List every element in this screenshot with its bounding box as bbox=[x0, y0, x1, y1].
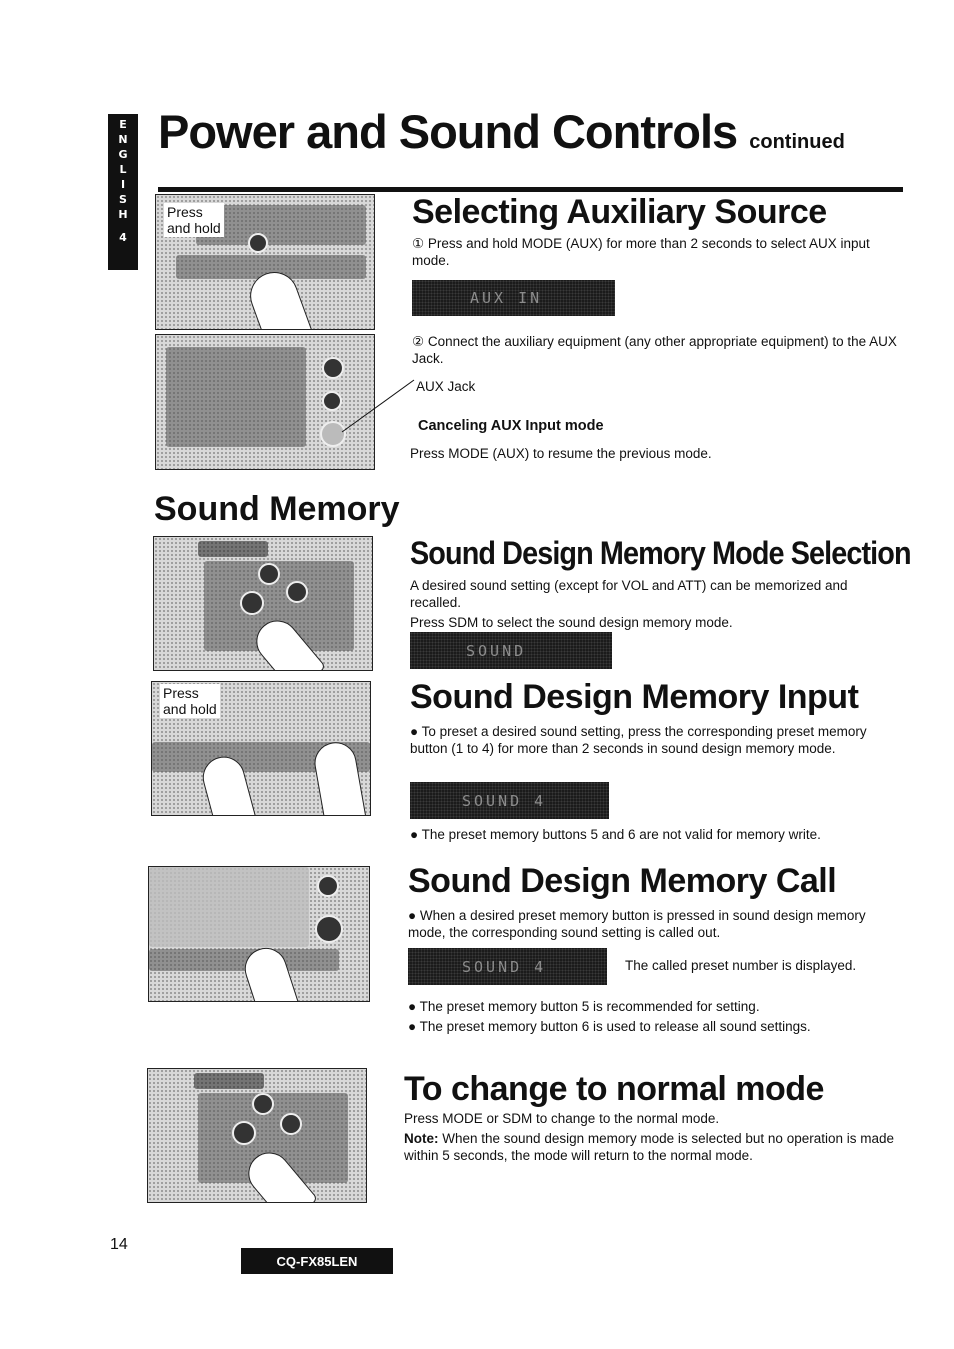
mode-selection-heading: Sound Design Memory Mode Selection bbox=[410, 535, 911, 571]
tab-letter: H bbox=[118, 208, 128, 221]
aux-heading: Selecting Auxiliary Source bbox=[412, 193, 827, 231]
sound-display: SOUND bbox=[410, 632, 612, 669]
tab-letter: N bbox=[118, 133, 128, 146]
model-badge: CQ-FX85LEN bbox=[241, 1248, 393, 1274]
aux-step2: ② Connect the auxiliary equipment (any other appropriate equipment) to the AUX Jack. bbox=[412, 334, 897, 366]
press-hold-label: Press and hold bbox=[164, 203, 224, 237]
input-note: ● The preset memory buttons 5 and 6 are not valid for memory write. bbox=[410, 827, 821, 842]
tab-letter: E bbox=[119, 118, 127, 131]
mode-selection-text: A desired sound setting (except for VOL and ATT) can be memorized and recalled. bbox=[410, 578, 848, 610]
aux-jack-pointer bbox=[340, 376, 416, 436]
input-text: ● To preset a desired sound setting, press the corresponding preset memory button (1 to 4) for more than 2 seconds in sound design memory mode. bbox=[410, 724, 867, 756]
page-title bbox=[158, 104, 845, 159]
note-text: When the sound design memory mode is selected but no operation is made within 5 seconds, the mode will return to the normal mode. bbox=[404, 1131, 895, 1163]
call-note-1: ● The preset memory button 5 is recommended for setting. bbox=[408, 999, 760, 1014]
call-note-2: ● The preset memory button 6 is used to release all sound settings. bbox=[408, 1019, 811, 1034]
page-title-text: Power and Sound Controls bbox=[158, 105, 738, 158]
called-display-caption: The called preset number is displayed. bbox=[625, 958, 857, 973]
input-heading: Sound Design Memory Input bbox=[410, 678, 859, 716]
continued-label: continued bbox=[749, 131, 845, 153]
sound-memory-heading: Sound Memory bbox=[154, 490, 400, 528]
aux-step1: ① Press and hold MODE (AUX) for more than 2 seconds to select AUX input mode. bbox=[412, 236, 870, 268]
call-heading: Sound Design Memory Call bbox=[408, 862, 837, 900]
cancel-aux-text: Press MODE (AUX) to resume the previous mode. bbox=[410, 446, 712, 461]
cancel-aux-heading: Canceling AUX Input mode bbox=[418, 418, 604, 434]
tab-letter: L bbox=[119, 163, 127, 176]
tab-section-number: 4 bbox=[119, 231, 127, 244]
tab-letter: I bbox=[120, 178, 126, 191]
aux-display: AUX IN bbox=[412, 280, 615, 316]
photo-mode-press-hold bbox=[155, 194, 375, 330]
mode-selection-instruction: Press SDM to select the sound design memory mode. bbox=[410, 615, 733, 630]
page-number: 14 bbox=[110, 1236, 128, 1253]
normal-mode-note bbox=[404, 1130, 898, 1164]
photo-memory-call bbox=[148, 866, 370, 1002]
tab-letter: S bbox=[119, 193, 127, 206]
aux-jack-label: AUX Jack bbox=[416, 379, 476, 394]
called-sound-display: SOUND 4 bbox=[408, 948, 607, 985]
language-tab bbox=[108, 114, 138, 270]
title-rule bbox=[158, 187, 903, 192]
tab-letter: G bbox=[118, 148, 128, 161]
normal-mode-heading: To change to normal mode bbox=[404, 1070, 824, 1108]
note-label: Note: bbox=[404, 1131, 439, 1146]
normal-mode-text: Press MODE or SDM to change to the normal mode. bbox=[404, 1111, 720, 1126]
photo-sdm-press bbox=[153, 536, 373, 671]
photo-preset-press-hold bbox=[151, 681, 371, 816]
sound-4-display: SOUND 4 bbox=[410, 782, 609, 819]
press-hold-label: Press and hold bbox=[160, 684, 220, 718]
photo-normal-mode bbox=[147, 1068, 367, 1203]
call-text: ● When a desired preset memory button is pressed in sound design memory mode, the corresponding sound setting is called out. bbox=[408, 908, 866, 940]
